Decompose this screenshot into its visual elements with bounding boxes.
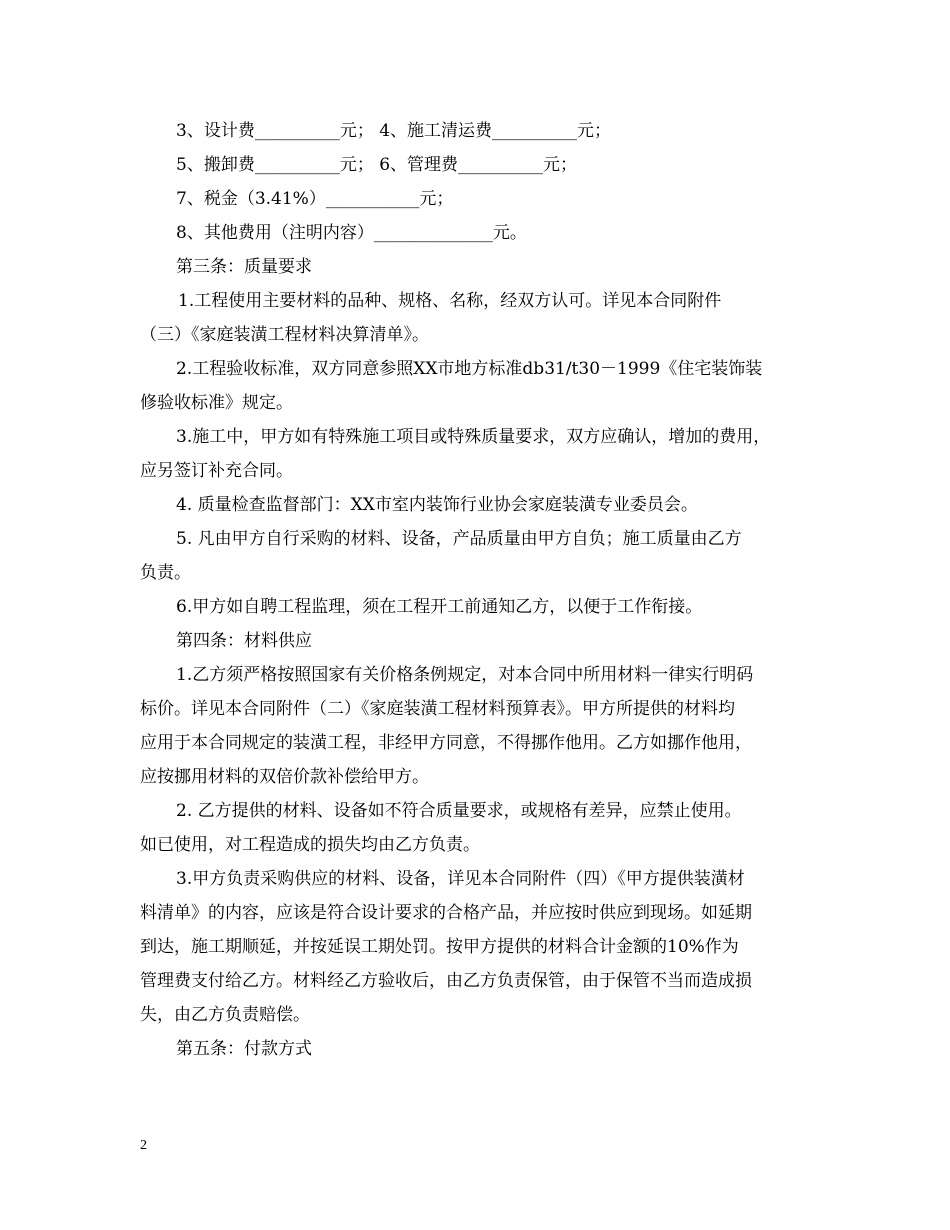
paragraph-line: 3.甲方负责采购供应的材料、设备，详见本合同附件（四）《甲方提供装潢材 [176,869,745,889]
paragraph-line: 5. 凡由甲方自行采购的材料、设备，产品质量由甲方自负；施工质量由乙方 [176,529,742,549]
paragraph-line: 2. 乙方提供的材料、设备如不符合质量要求，或规格有差异，应禁止使用。 [176,801,742,821]
paragraph-line: （三）《家庭装潢工程材料决算清单》。 [140,325,429,345]
fee-line-other: 8、其他费用（注明内容）______________元。 [176,223,527,243]
paragraph-line: 管理费支付给乙方。材料经乙方验收后，由乙方负责保管，由于保管不当而造成损 [140,971,752,991]
fee-line-tax: 7、税金（3.41%）___________元； [176,189,454,209]
section-heading-payment: 第五条：付款方式 [176,1039,312,1059]
paragraph-line: 应另签订补充合同。 [140,461,293,481]
paragraph-line: 4. 质量检查监督部门：XX市室内装饰行业协会家庭装潢专业委员会。 [176,495,698,515]
paragraph-line: 3.施工中，甲方如有特殊施工项目或特殊质量要求，双方应确认，增加的费用， [176,427,771,447]
paragraph-line: 负责。 [140,563,191,583]
paragraph-line: 到达，施工期顺延，并按延误工期处罚。按甲方提供的材料合计金额的10%作为 [140,937,739,957]
paragraph-line: 如已使用，对工程造成的损失均由乙方负责。 [140,835,480,855]
page-number: 2 [140,1138,147,1153]
fee-line-handling-management: 5、搬卸费__________元； 6、管理费__________元； [176,155,578,175]
paragraph-line: 标价。详见本合同附件（二）《家庭装潢工程材料预算表》。甲方所提供的材料均 [140,699,735,719]
paragraph-line: 1.工程使用主要材料的品种、规格、名称，经双方认可。详见本合同附件 [178,291,722,311]
paragraph-line: 1.乙方须严格按照国家有关价格条例规定，对本合同中所用材料一律实行明码 [176,665,754,685]
paragraph-line: 失，由乙方负责赔偿。 [140,1005,310,1025]
contract-body [140,114,812,1066]
fee-line-design-cleanup: 3、设计费__________元； 4、施工清运费__________元； [176,121,612,141]
paragraph-line: 应按挪用材料的双倍价款补偿给甲方。 [140,767,429,787]
paragraph-line: 修验收标准》规定。 [140,393,293,413]
paragraph-line: 应用于本合同规定的装潢工程，非经甲方同意，不得挪作他用。乙方如挪作他用， [140,733,752,753]
paragraph-line: 料清单》的内容，应该是符合设计要求的合格产品，并应按时供应到现场。如延期 [140,903,752,923]
paragraph-line: 6.甲方如自聘工程监理，须在工程开工前通知乙方，以便于工作衔接。 [176,597,703,617]
paragraph-line: 2.工程验收标准，双方同意参照XX市地方标准db31/t30－1999《住宅装饰装 [176,359,763,379]
section-heading-quality: 第三条：质量要求 [176,257,312,277]
section-heading-materials: 第四条：材料供应 [176,631,312,651]
